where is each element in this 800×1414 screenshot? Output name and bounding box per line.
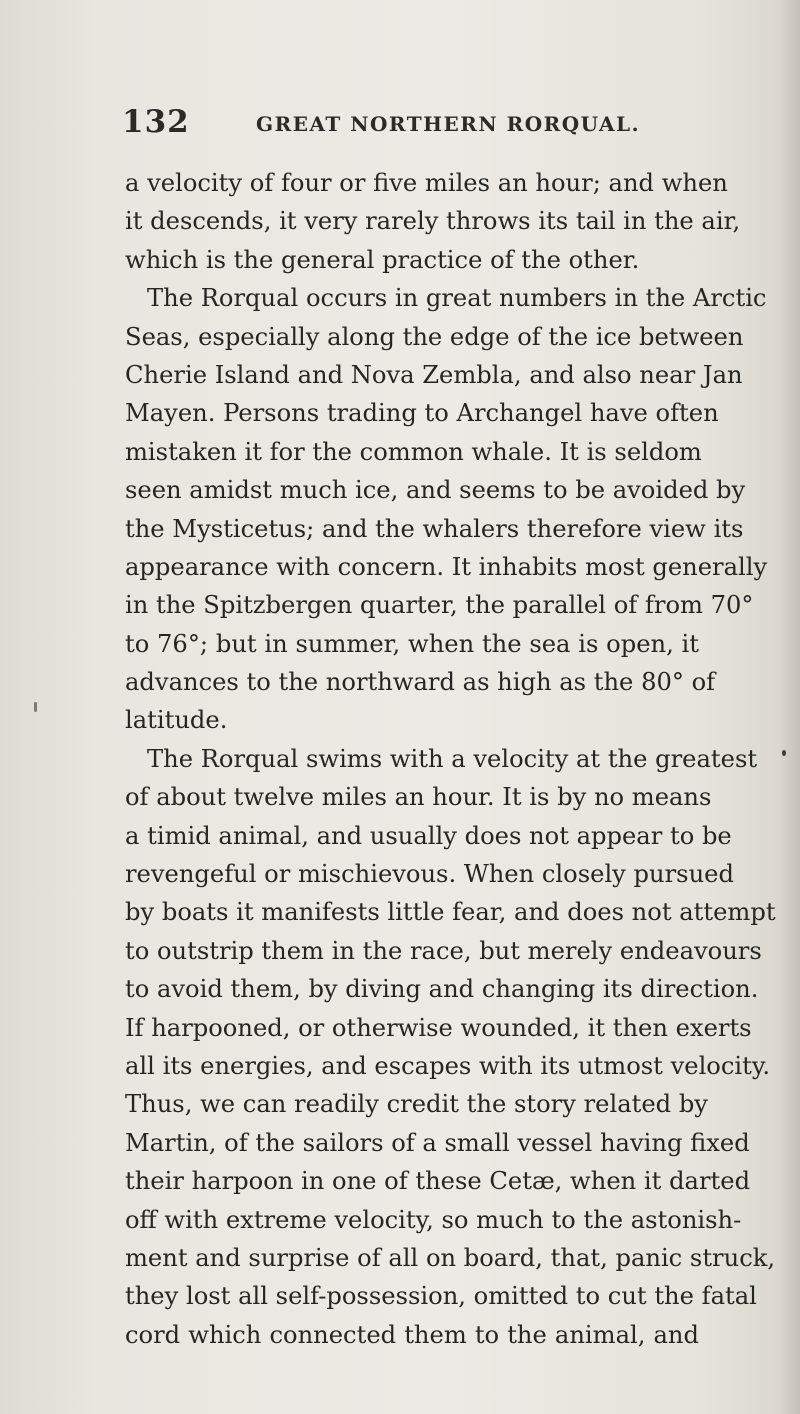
text-line: in the Spitzbergen quarter, the parallel of from 70° — [125, 591, 754, 620]
body-text — [125, 164, 776, 1354]
text-line: they lost all self-possession, omitted to cut the fatal — [125, 1282, 757, 1311]
text-line: advances to the northward as high as the 80° of — [125, 668, 716, 697]
text-line: it descends, it very rarely throws its tail in the air, — [125, 207, 741, 236]
text-line: revengeful or mischievous. When closely pursued — [125, 860, 734, 889]
text-line: Cherie Island and Nova Zembla, and also near Jan — [125, 360, 743, 389]
text-line: Martin, of the sailors of a small vessel having fixed — [125, 1128, 750, 1157]
text-line: seen amidst much ice, and seems to be avoided by — [125, 476, 746, 505]
text-line: appearance with concern. It inhabits most generally — [125, 552, 768, 581]
text-line: the Mysticetus; and the whalers therefore view its — [125, 514, 744, 543]
text-line: If harpooned, or otherwise wounded, it then exerts — [125, 1013, 752, 1042]
text-line: The Rorqual occurs in great numbers in the Arctic — [147, 284, 767, 313]
ink-speck — [34, 702, 37, 712]
text-line: mistaken it for the common whale. It is seldom — [125, 437, 702, 466]
text-line: a velocity of four or five miles an hour; and when — [125, 169, 728, 197]
text-line: all its energies, and escapes with its utmost velocity. — [125, 1051, 771, 1080]
text-line: Thus, we can readily credit the story related by — [125, 1090, 708, 1119]
ink-speck — [782, 750, 786, 756]
text-line: of about twelve miles an hour. It is by no means — [125, 783, 712, 812]
text-line: which is the general practice of the other. — [125, 245, 640, 274]
text-line: latitude. — [125, 706, 228, 735]
text-line: cord which connected them to the animal, and — [125, 1320, 699, 1349]
text-line: by boats it manifests little fear, and does not attempt — [125, 898, 776, 927]
page-header — [122, 104, 702, 144]
page-number: 132 — [122, 104, 190, 140]
running-head: GREAT NORTHERN RORQUAL. — [256, 112, 641, 136]
text-line: Seas, especially along the edge of the ice between — [125, 322, 744, 351]
text-line: to outstrip them in the race, but merely endeavours — [125, 936, 762, 965]
text-line: a timid animal, and usually does not appear to be — [125, 821, 732, 850]
text-line: their harpoon in one of these Cetæ, when it darted — [125, 1167, 751, 1196]
text-line: Mayen. Persons trading to Archangel have often — [125, 399, 719, 428]
text-line: The Rorqual swims with a velocity at the greatest — [147, 744, 758, 773]
text-line: to 76°; but in summer, when the sea is open, it — [125, 629, 699, 658]
text-line: ment and surprise of all on board, that, panic struck, — [125, 1243, 776, 1272]
text-line: off with extreme velocity, so much to the astonish- — [125, 1205, 742, 1234]
text-line: to avoid them, by diving and changing its direction. — [125, 975, 759, 1004]
